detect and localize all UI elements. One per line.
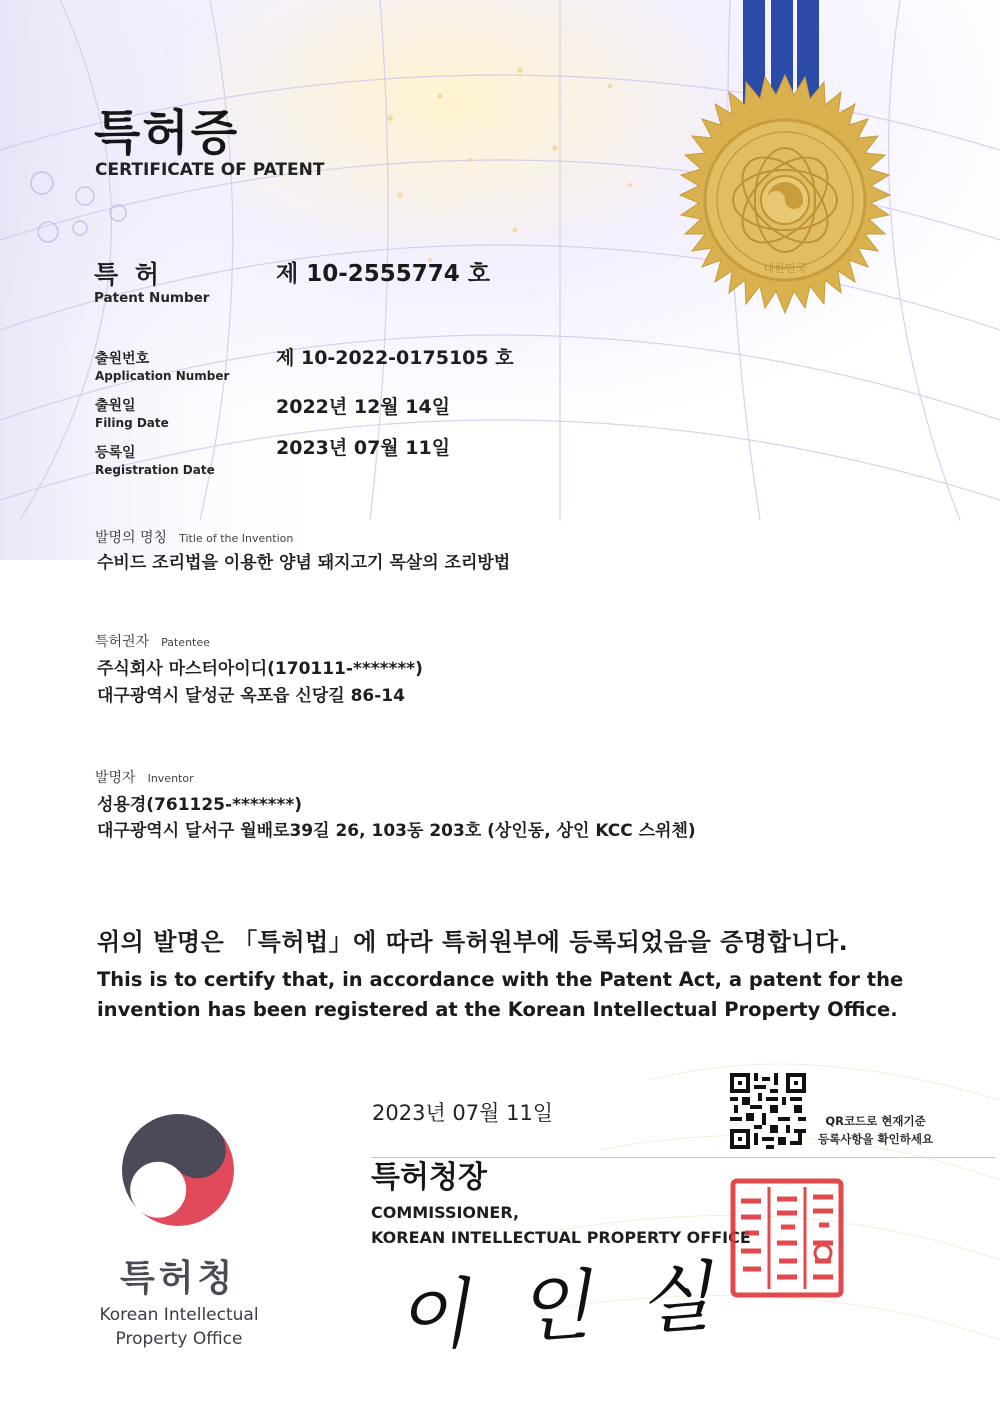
inventor-label-en: Inventor [147,772,194,785]
patent-number: 제 10-2555774 호 [276,261,491,287]
certification-en: This is to certify that, in accordance with the Patent Act, a patent for the invention has been registered at the Korean Intellectual Property Office. [97,968,904,1021]
patentee-section-label [95,631,210,651]
application-number: 제 10-2022-0175105 호 [276,347,514,369]
page-subtitle: CERTIFICATE OF PATENT [95,160,325,180]
filing-label: 출원일 [95,398,136,414]
kipo-name-ko: 특허청 [120,1258,237,1299]
issue-date: 2023년 07월 11일 [372,1101,554,1125]
kipo-name-en-line-1: Korean Intellectual [99,1305,259,1325]
patent-label: 특 허 [94,260,164,289]
qr-instruction [818,1112,933,1148]
filing-label-en: Filing Date [95,416,169,430]
filing-date: 2022년 12월 14일 [276,396,451,418]
kipo-name-en [94,1303,264,1351]
qr-code-icon[interactable] [730,1073,806,1149]
patentee-label: 특허권자 [95,634,150,650]
medal-lettering: 대한민국 [763,262,807,275]
certification-ko: 위의 발명은 「특허법」에 따라 특허원부에 등록되었음을 증명합니다. [97,928,849,956]
invention-title: 수비드 조리법을 이용한 양념 돼지고기 목살의 조리방법 [97,553,511,573]
patentee-label-en: Patentee [161,636,210,649]
official-seal-stamp [729,1177,845,1299]
commissioner-signature: 이인실 [392,1248,763,1363]
registration-date: 2023년 07월 11일 [276,437,451,459]
application-label: 출원번호 [95,351,150,367]
commissioner-line-1: COMMISSIONER, [371,1203,520,1222]
registration-label: 등록일 [95,445,136,461]
qr-instruction-line-2: 등록사항을 확인하세요 [818,1132,934,1146]
invention-section-label [95,527,293,547]
inventor-section-label [95,767,194,787]
qr-instruction-line-1: QR코드로 현재기준 [825,1114,926,1128]
commissioner-title: 특허청장 [371,1160,487,1195]
gold-medal-emblem [655,0,915,325]
application-label-en: Application Number [95,369,230,383]
commissioner-line-2: KOREAN INTELLECTUAL PROPERTY OFFICE [371,1228,751,1247]
page-title: 특허증 [94,105,240,161]
kipo-logo-icon [118,1110,238,1230]
patent-label-en: Patent Number [94,290,210,306]
inventor-name: 성용경(761125-*******) [97,795,303,815]
invention-label-en: Title of the Invention [179,532,294,545]
registration-label-en: Registration Date [95,463,215,477]
invention-label: 발명의 명칭 [95,530,168,546]
inventor-label: 발명자 [95,770,136,786]
kipo-name-en-line-2: Property Office [115,1329,243,1349]
divider [371,1157,996,1158]
patentee-address: 대구광역시 달성군 옥포읍 신당길 86-14 [97,686,405,706]
inventor-address: 대구광역시 달서구 월배로39길 26, 103동 203호 (상인동, 상인 KCC 스위첸) [97,821,696,841]
patentee-name: 주식회사 마스터아이디(170111-*******) [97,659,423,679]
